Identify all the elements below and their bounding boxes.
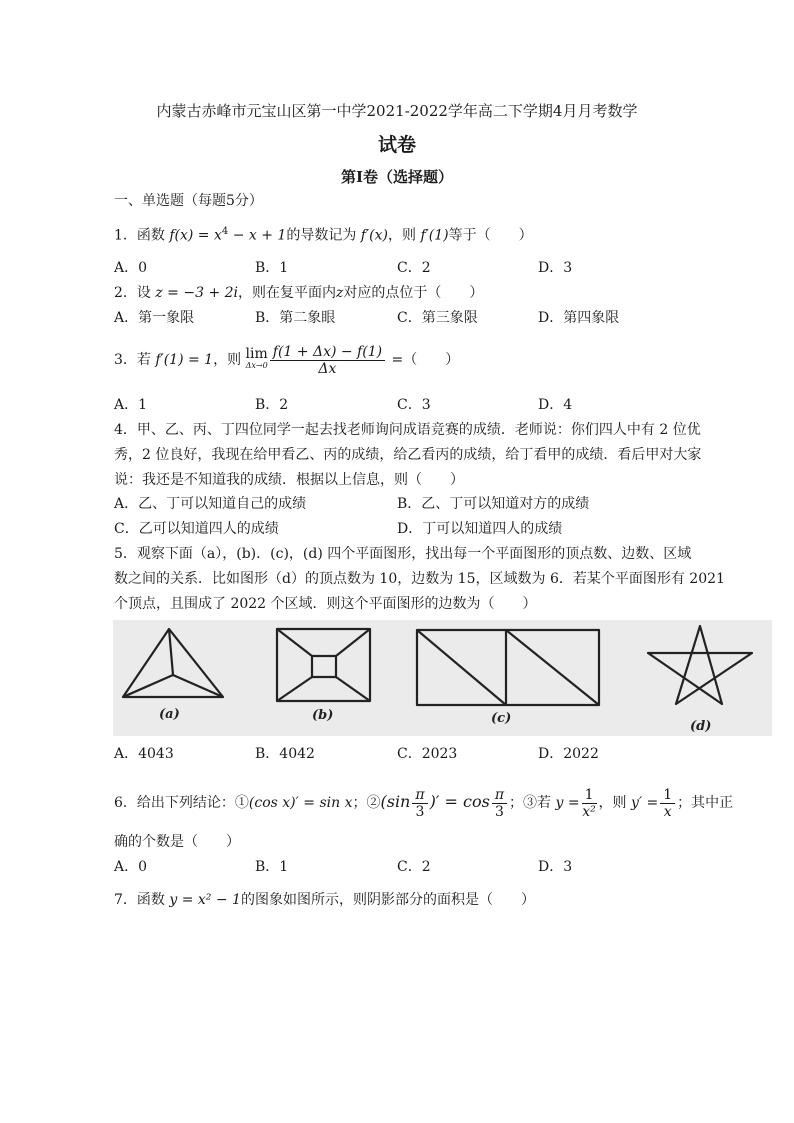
question-7-stem: 7．函数 y = x² − 1的图象如图所示，则阴影部分的面积是（ ）: [114, 892, 535, 908]
question-2-option-a[interactable]: A．第一象限: [114, 310, 195, 326]
question-1-option-c[interactable]: C．2: [397, 260, 431, 276]
question-6-stem-line2: 确的个数是（ ）: [114, 834, 240, 850]
question-1-stem: 1．函数 $f(x) = x^4 - x + 1$的导数记为 f′(x)，则 f′(1)等于（ ）: [114, 226, 533, 244]
question-3-option-c[interactable]: C．3: [397, 397, 431, 413]
question-2-option-c[interactable]: C．第三象限: [397, 310, 478, 326]
question-1-option-d[interactable]: D．3: [538, 260, 573, 276]
question-6-option-c[interactable]: C．2: [397, 859, 431, 875]
limit-operator: lim Δx→0: [245, 346, 268, 370]
question-5-stem: 5．观察下面（a），(b)．(c)，(d) 四个平面图形，找出每一个平面图形的顶点数、边数、区域 数之间的关系．比如图形（d）的顶点数为 10，边数为 15，区域数为 6．若某个平面图形有 2021 个顶点，且围成了 2022 个区域．则这个平面图形的边数为（ ）: [114, 546, 725, 612]
question-4-option-d[interactable]: D．丁可以知道四人的成绩: [397, 521, 563, 537]
figure-b-nested-squares: [277, 629, 370, 701]
question-5-option-d[interactable]: D．2022: [538, 746, 599, 762]
question-5-option-c[interactable]: C．2023: [397, 746, 458, 762]
difference-quotient: $\frac{f(1 + \Delta x) - f(1)}{\Delta x}$: [270, 344, 385, 377]
question-2-option-b[interactable]: B．第二象眼: [255, 310, 336, 326]
planar-figures-drawing: [113, 620, 772, 736]
figure-a-label: (a): [159, 707, 180, 722]
question-2-option-d[interactable]: D．第四象限: [538, 310, 620, 326]
question-4-option-b[interactable]: B．乙、丁可以知道对方的成绩: [397, 496, 590, 512]
question-3-stem: 3．若 f′(1) = 1，则 lim Δx→0 $\frac{f(1 + \Delta x) - f(1)}{\Delta x}$ =（ ）: [114, 343, 460, 377]
question-1-option-a[interactable]: A．0: [114, 260, 148, 276]
figure-c-label: (c): [491, 711, 512, 726]
figure-b-label: (b): [312, 708, 334, 723]
figure-c-two-squares: [417, 630, 599, 705]
question-3-option-b[interactable]: B．2: [255, 397, 289, 413]
question-4-stem: 4．甲、乙、丙、丁四位同学一起去找老师询问成语竞赛的成绩．老师说：你们四人中有 2 位优 秀，2 位良好，我现在给甲看乙、丙的成绩，给乙看丙的成绩，给丁看甲的成绩．看后甲对大家 说：我还是不知道我的成绩．根据以上信息，则（ ）: [114, 422, 702, 488]
question-2-stem: 2．设 z = −3 + 2i，则在复平面内z对应的点位于（ ）: [114, 285, 484, 301]
part-heading: 一、单选题（每题5分）: [114, 193, 263, 209]
question-5-option-b[interactable]: B．4042: [255, 746, 315, 762]
question-6-option-a[interactable]: A．0: [114, 859, 148, 875]
exam-title: 内蒙古赤峰市元宝山区第一中学2021-2022学年高二下学期4月月考数学: [156, 102, 638, 120]
section-title: 第Ⅰ卷（选择题）: [340, 168, 454, 186]
question-4-option-a[interactable]: A．乙、丁可以知道自己的成绩: [114, 496, 307, 512]
planar-figures-image: [113, 620, 772, 736]
question-3-option-a[interactable]: A．1: [114, 397, 148, 413]
exam-subtitle: 试卷: [377, 134, 416, 156]
question-6-option-d[interactable]: D．3: [538, 859, 573, 875]
figure-a-triangle: [123, 629, 223, 697]
figure-d-pentagram: [648, 626, 752, 704]
question-3-option-d[interactable]: D．4: [538, 397, 573, 413]
question-5-option-a[interactable]: A．4043: [114, 746, 174, 762]
question-6-option-b[interactable]: B．1: [255, 859, 289, 875]
question-1-option-b[interactable]: B．1: [255, 260, 289, 276]
figure-d-label: (d): [690, 719, 712, 734]
question-4-option-c[interactable]: C．乙可以知道四人的成绩: [114, 521, 279, 537]
question-6-stem: 6．给出下列结论：①(cos x)′ = sin x；②(sin $\frac{\pi}{3}$ )′ = cos $\frac{\pi}{3}$ ；③若 y = $\frac{1}{\text{x²}}$ ，则 y′ = $\frac{1}{x}$ ；其中正: [114, 786, 734, 820]
